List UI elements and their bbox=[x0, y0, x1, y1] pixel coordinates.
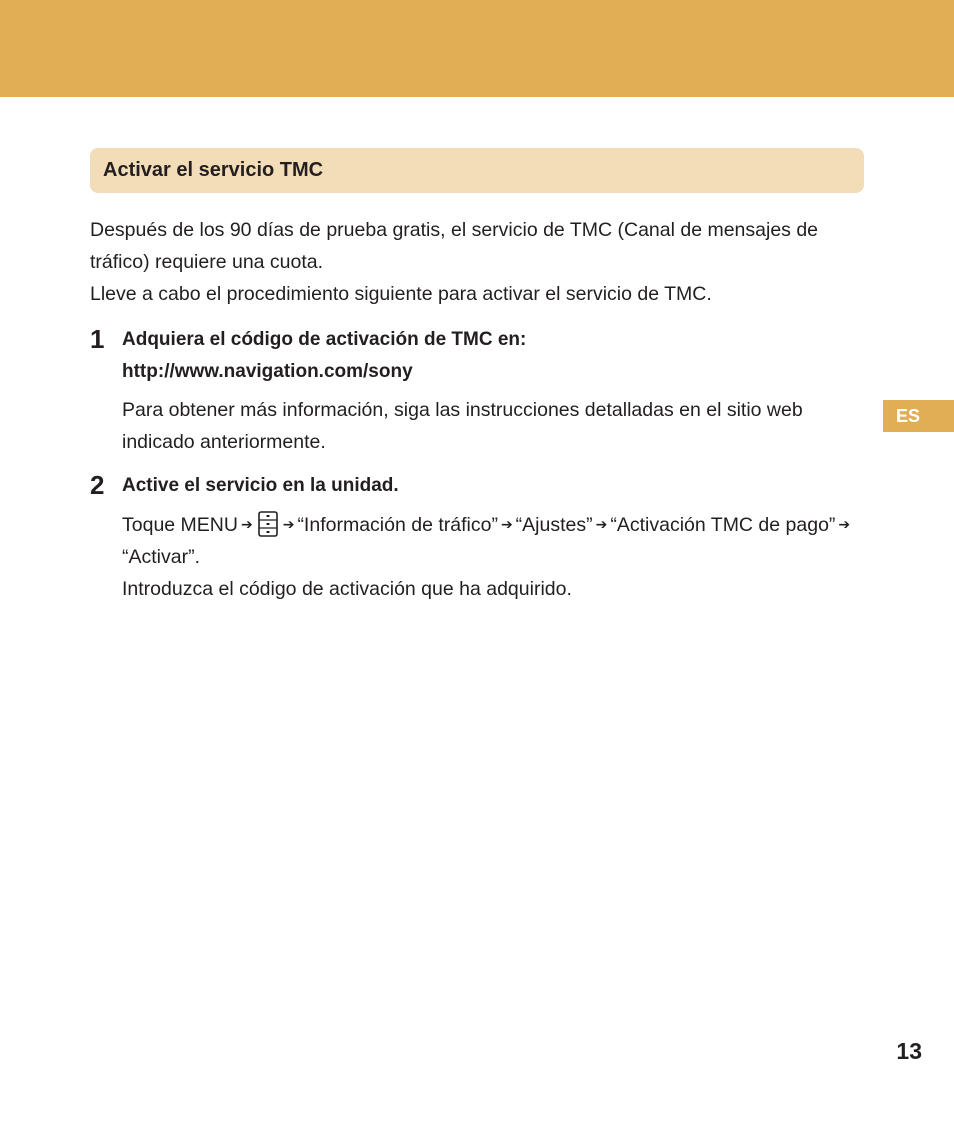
arrow-right-icon: ➔ bbox=[240, 516, 253, 532]
menu-list-icon bbox=[258, 511, 278, 537]
arrow-right-icon: ➔ bbox=[595, 516, 608, 532]
step-description: Para obtener más información, siga las instrucciones detalladas en el sitio web indicado anteriormente. bbox=[122, 399, 803, 453]
step-body bbox=[122, 508, 867, 605]
arrow-right-icon: ➔ bbox=[282, 516, 295, 532]
step-description: Introduzca el código de activación que ha adquirido. bbox=[122, 578, 572, 600]
step-number: 2 bbox=[90, 470, 105, 500]
step-body bbox=[122, 394, 867, 458]
step-instruction bbox=[122, 508, 867, 573]
instruction-item: “Activación TMC de pago” bbox=[610, 514, 836, 536]
intro-paragraph-2: Lleve a cabo el procedimiento siguiente para activar el servicio de TMC. bbox=[90, 283, 712, 305]
step-number: 1 bbox=[90, 324, 105, 354]
language-tab: ES bbox=[883, 400, 954, 432]
page-number: 13 bbox=[896, 1038, 922, 1064]
arrow-right-icon: ➔ bbox=[500, 516, 513, 532]
section-header bbox=[90, 148, 864, 193]
arrow-right-icon: ➔ bbox=[838, 516, 851, 532]
intro-text bbox=[90, 214, 870, 310]
step-heading: Adquiera el código de activación de TMC en: bbox=[122, 329, 527, 350]
instruction-item: “Activar”. bbox=[122, 546, 200, 568]
section-title: Activar el servicio TMC bbox=[103, 159, 324, 181]
intro-paragraph-1: Después de los 90 días de prueba gratis, el servicio de TMC (Canal de mensajes de tráfico) requiere una cuota. bbox=[90, 219, 819, 273]
step-heading: Active el servicio en la unidad. bbox=[122, 475, 399, 496]
step-url: http://www.navigation.com/sony bbox=[122, 361, 413, 382]
instruction-item: “Ajustes” bbox=[515, 514, 593, 536]
instruction-item: “Información de tráfico” bbox=[297, 514, 498, 536]
header-band bbox=[0, 0, 954, 97]
instruction-prefix: Toque MENU bbox=[122, 514, 238, 536]
